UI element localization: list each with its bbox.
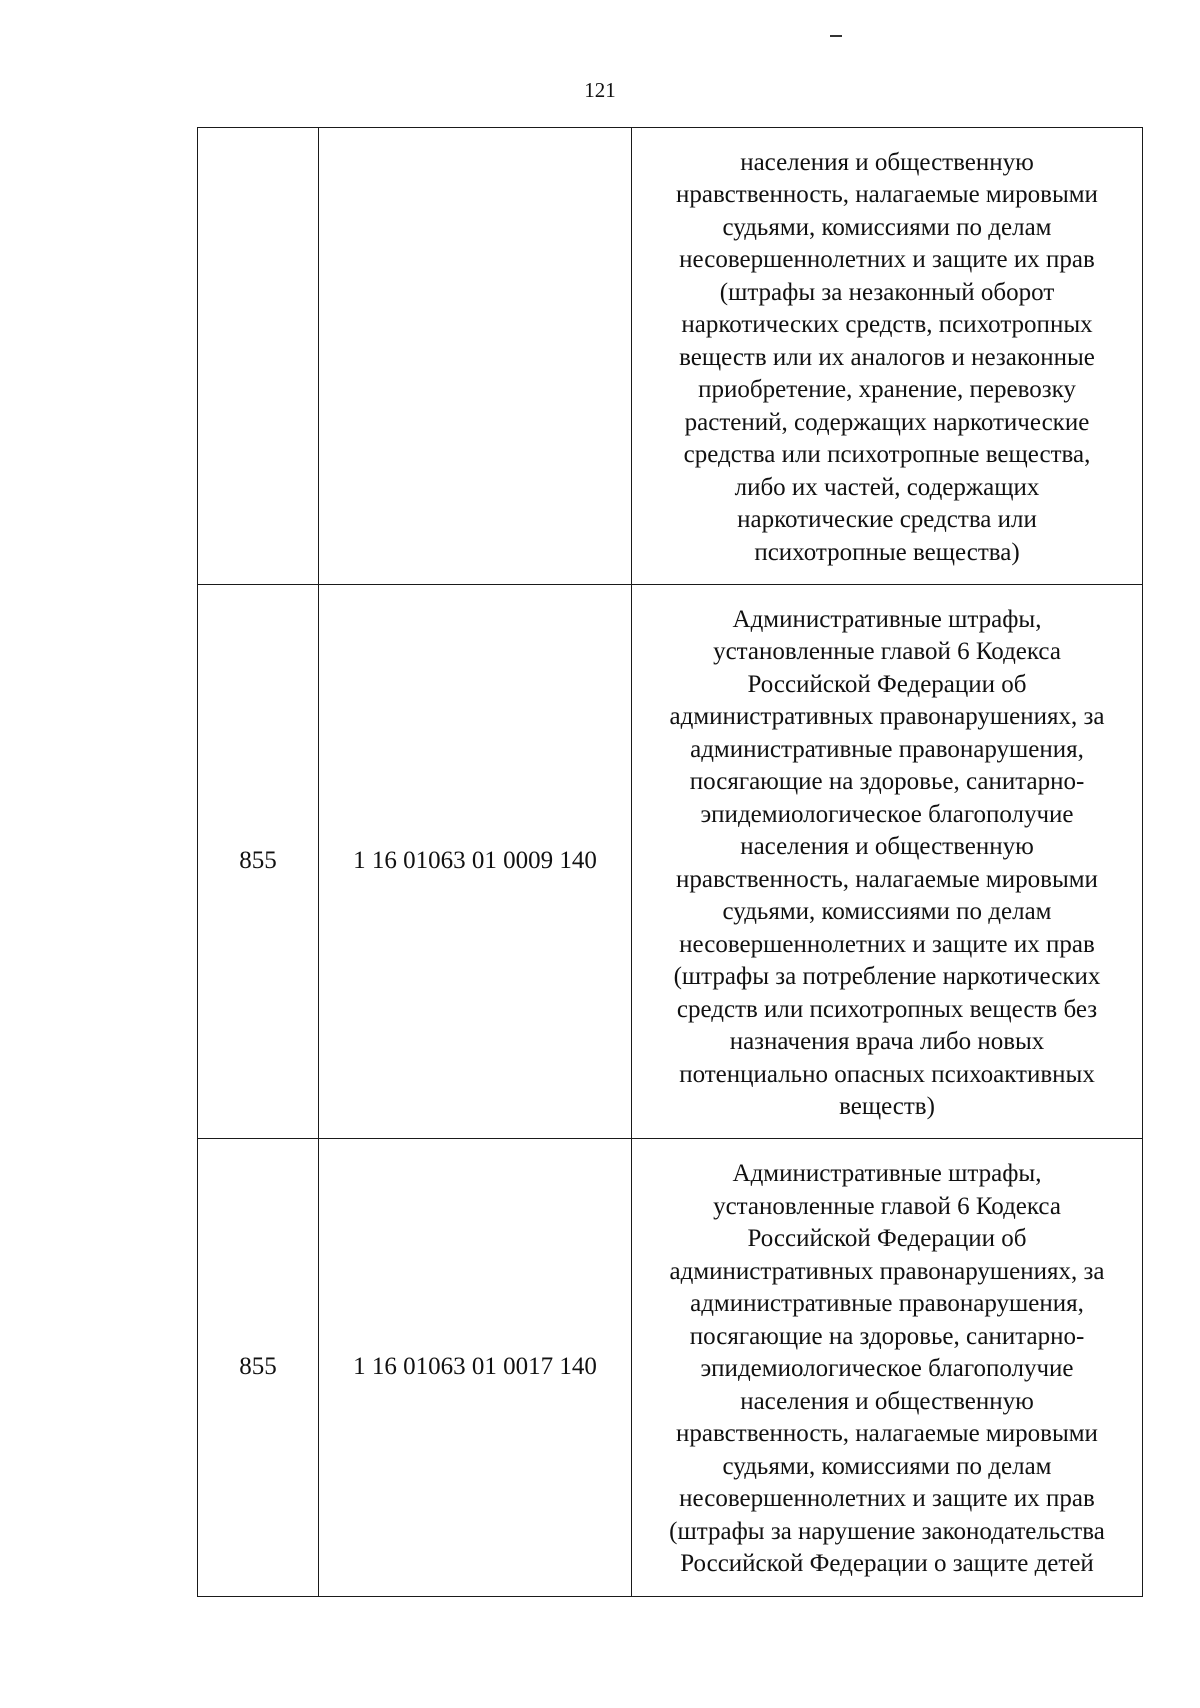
description-line: эпидемиологическое благополучие [700,1355,1074,1383]
description-line: средства или психотропные вещества, [683,441,1091,469]
kbk-code-cell [319,128,632,585]
description-line: Административные штрафы, [732,605,1042,633]
description-line: административных правонарушениях, за [669,703,1105,730]
description-line: Российской Федерации об [747,670,1027,698]
table-row [198,128,1143,585]
description-line: Российской Федерации об [747,1225,1027,1253]
admin-code-cell: 855 [198,1139,319,1597]
description-line: установленные главой 6 Кодекса [713,638,1061,665]
description-line: приобретение, хранение, перевозку [698,376,1076,404]
description-line: населения и общественную [740,1387,1034,1415]
description-line: посягающие на здоровье, санитарно- [689,768,1085,795]
description-line: Административные штрафы, [732,1160,1042,1188]
description-line: наркотических средств, психотропных [681,311,1093,339]
admin-code-cell: 855 [198,585,319,1139]
description-line: несовершеннолетних и защите их прав [679,246,1095,274]
description-line: веществ) [839,1093,935,1120]
description-line: несовершеннолетних и защите их прав [679,930,1095,958]
description-line: наркотические средства или [737,506,1037,534]
kbk-code-cell: 1 16 01063 01 0017 140 [319,1139,632,1597]
description-line: нравственность, налагаемые мировыми [676,865,1098,893]
scan-artifact-mark [830,35,842,37]
description-line: назначения врача либо новых [729,1028,1045,1055]
description-line: несовершеннолетних и защите их прав [679,1485,1095,1513]
description-line: веществ или их аналогов и незаконные [679,343,1095,371]
description-line: психотропные вещества) [754,538,1020,566]
description-line: средств или психотропных веществ без [676,995,1098,1023]
description-line: растений, содержащих наркотические [684,408,1090,436]
table-row [198,1139,1143,1597]
kbk-code-cell: 1 16 01063 01 0009 140 [319,585,632,1139]
description-line: либо их частей, содержащих [734,473,1040,501]
budget-classification-table [197,127,1143,1597]
description-line: Российской Федерации о защите детей [680,1550,1094,1578]
admin-code-cell [198,128,319,585]
description-line: эпидемиологическое благополучие [700,800,1074,828]
description-line: судьями, комиссиями по делам [722,213,1052,241]
description-line: потенциально опасных психоактивных [679,1060,1095,1088]
description-line: нравственность, налагаемые мировыми [676,1420,1098,1448]
description-line: судьями, комиссиями по делам [722,1452,1052,1480]
description-line: посягающие на здоровье, санитарно- [689,1322,1085,1350]
page-number: 121 [584,78,616,102]
description-line: нравственность, налагаемые мировыми [676,181,1098,209]
description-line: населения и общественную [740,148,1034,176]
description-cell [632,128,1143,585]
description-cell [632,1139,1143,1597]
description-line: (штрафы за нарушение законодательства [669,1517,1105,1545]
description-line: установленные главой 6 Кодекса [713,1192,1061,1220]
description-line: (штрафы за потребление наркотических [673,963,1101,990]
description-line: административные правонарушения, [690,735,1084,763]
description-cell [632,585,1143,1139]
description-line: населения и общественную [740,833,1034,860]
description-line: судьями, комиссиями по делам [722,898,1052,925]
description-line: административных правонарушениях, за [669,1257,1105,1285]
description-line: (штрафы за незаконный оборот [719,278,1055,306]
table-row [198,585,1143,1139]
description-line: административные правонарушения, [690,1290,1084,1318]
